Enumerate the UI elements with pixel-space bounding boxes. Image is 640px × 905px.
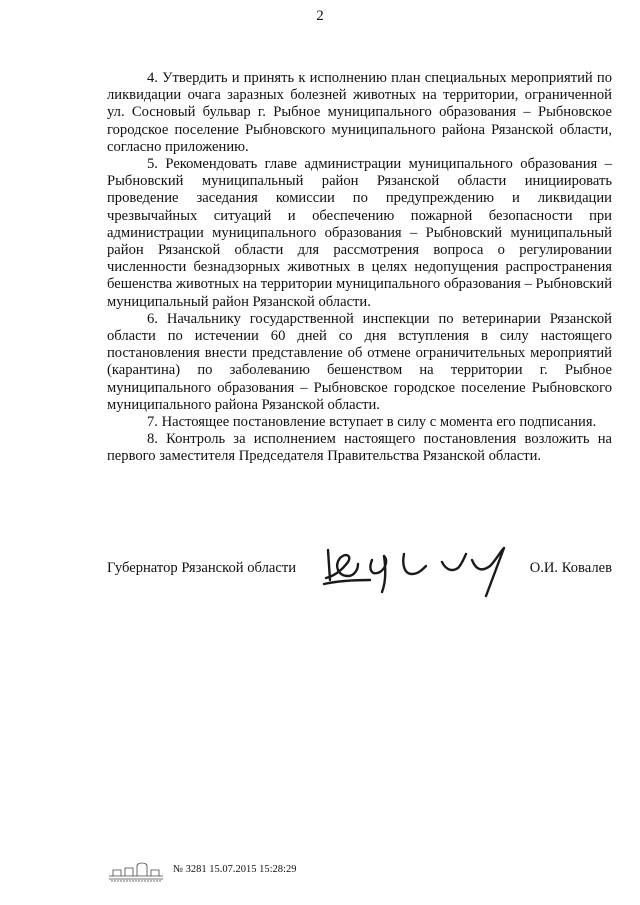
signer-title: Губернатор Рязанской области: [107, 560, 297, 576]
paragraph-4: 4. Утвердить и принять к исполнению план специальных мероприятий по ликвидации очага заразных болезней животных на территории, ограниченной ул. Сосновый бульвар г. Рыбное муниципального образования – Рыбновское городское поселение Рыбновского муниципального района Рязанской области, согласно приложению.: [107, 70, 612, 155]
document-body: [107, 70, 612, 466]
registry-stamp-icon: [107, 860, 165, 882]
signer-name: О.И. Ковалев: [529, 560, 612, 576]
registration-stamp: № 3281 15.07.2015 15:28:29: [173, 864, 297, 875]
signature-block: [107, 540, 612, 600]
document-footer: [107, 860, 407, 884]
paragraph-6: 6. Начальнику государственной инспекции по ветеринарии Рязанской области по истечении 60 дней со дня вступления в силу настоящего постановления внести представление об отмене ограничительных мероприятий (карантина) по заболеванию бешенством на территории г. Рыбное муниципального образования – Рыбновское городское поселение Рыбновского муниципального района Рязанской области.: [107, 310, 612, 413]
paragraph-5: 5. Рекомендовать главе администрации муниципального образования – Рыбновский муниципальный район Рязанской области инициировать проведение заседания комиссии по предупреждению и ликвидации чрезвычайных ситуаций и обеспечению пожарной безопасности при администрации муниципального образования – Рыбновский муниципальный район Рязанской области для рассмотрения вопроса о регулировании численности безнадзорных животных в целях недопущения распространения бешенства животных на территории муниципального образования – Рыбновский муниципальный район Рязанской области.: [107, 156, 612, 310]
paragraph-7: 7. Настоящее постановление вступает в силу с момента его подписания.: [147, 414, 597, 431]
handwritten-signature: [322, 540, 512, 600]
page-number: 2: [316, 8, 324, 24]
paragraph-8: 8. Контроль за исполнением настоящего постановления возложить на первого заместителя Председателя Правительства Рязанской области.: [107, 431, 612, 465]
